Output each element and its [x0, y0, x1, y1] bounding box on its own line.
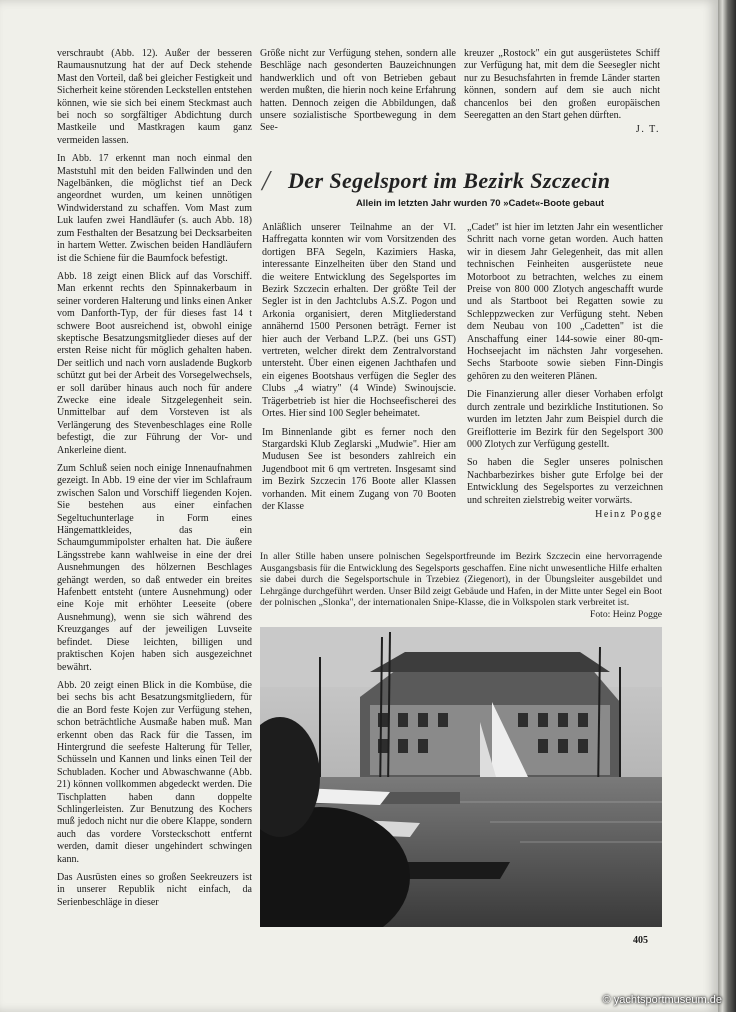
- paragraph: Die Finanzierung aller dieser Vorhaben erfolgt durch zentrale und bezirkliche Institutionen. So wurden im letzten Jahr zum Beispiel durch die Greiflotterie im Bezirk für den Segelsport 300 000 Zlotych zur Verfügung gestellt.: [467, 389, 663, 450]
- article-subtitle: Allein im letzten Jahr wurden 70 »Cadet«-Boote gebaut: [355, 198, 605, 209]
- paragraph: Das Ausrüsten eines so großen Seekreuzers ist in unserer Republik nicht einfach, da Serienbeschläge in dieser: [57, 872, 252, 908]
- paragraph: Abb. 18 zeigt einen Blick auf das Vorschiff. Man erkennt rechts den Spinnakerbaum in seiner vorderen Halterung und links einen Anker vom Danforth-Typ, der für dieses fast 14 t schwere Boot ausreichend ist, obwohl einige skeptische Besatzungsmitglieder dieses auf der ersten Reise nicht für möglich gehalten haben. Der seitlich und nach vorn ausladende Bugkorb schützt gut bei der Arbeit des Vorsegelwechsels, er soll darüber hinaus auch noch für andere Zwecke eine ideale Sitzgelegenheit sein. Unmittelbar auf dem Vorsteven ist als Verlängerung des Stevenbeschlages eine Rolle befestigt, die zur Führung der Vor- und Ankerleine dient.: [57, 270, 252, 456]
- paragraph: Abb. 20 zeigt einen Blick in die Kombüse, die bei sechs bis acht Besatzungsmitgliedern, für die an Bord feste Kojen zur Verfügung stehen, schon beträchtliche Ausmaße haben muß. Man erkennt oben das Rack für die Tassen, im Hintergrund die seefeste Halterung für Teller, Schüsseln und Kannen und links einen Teil der Schubladen. Kocher und Abwaschwanne (Abb. 21) können vollkommen abgedeckt werden. Die Tischplatten haben dann doppelte Schlingerleisten. Zur Benutzung des Kochers muß jedoch nicht nur die obere Klappe, sondern auch das vordere Vorsteckschott entfernt werden, damit dieser ungehindert schwingen kann.: [57, 679, 252, 865]
- article-signature: J. T.: [635, 124, 660, 136]
- paragraph: Größe nicht zur Verfügung stehen, sondern alle Beschläge nach gesonderten Bauzeichnungen handwerklich und oft von Betrieben gebaut werden mußten, die hierin noch keine Erfahrung hatten. Dennoch zeigen die Abbildungen, daß unsere sozialistische Sportbewegung in dem See-: [260, 48, 456, 134]
- caption-text: In aller Stille haben unsere polnischen Segelsportfreunde im Bezirk Szczecin eine hervorragende Ausgangsbasis für die Entwicklung des Segelsports geschaffen. Eine nicht unwesentliche Hilfe erhalten sie dabei durch die Segelsportschule in Trzebiez (Ziegenort), in der Übungsleiter ausgebildet und Lehrgänge durchgeführt werden. Unser Bild zeigt Gebäude und Hafen, in der Mitte unter Segel ein Boot der polnischen „Slonka", der internationalen Snipe-Klasse, die in Volkspolen stark verbreitet ist.: [260, 551, 662, 609]
- photo-credit: Foto: Heinz Pogge: [590, 608, 662, 620]
- paragraph: kreuzer „Rostock" ein gut ausgerüstetes Schiff zur Verfügung hat, mit dem die Seesegler nicht nur zu Besuchsfahrten in fremde Länder starten können, sondern auf dem sie auch nicht chancenlos bei den großen europäischen Seeregatten an den Start gehen dürften.: [464, 48, 660, 122]
- paragraph: Im Binnenlande gibt es ferner noch den Stargardski Klub Zeglarski „Mudwie". Hier am Mudusen See ist besonders zahlreich ein Jugendboot mit 6 qm vertreten. Insgesamt sind im Bezirk Szczecin 176 Boote aller Klassen vorhanden. Mit einem Zugang von 70 Booten der Klasse: [262, 426, 456, 512]
- decorative-slash-icon: /: [262, 166, 270, 197]
- middle-column-top: [260, 48, 456, 141]
- harbor-photo: [260, 627, 662, 927]
- article-column-2: [467, 222, 663, 521]
- page-number: 405: [633, 935, 648, 946]
- harbor-photo-image: [260, 627, 662, 927]
- paragraph: Anläßlich unserer Teilnahme an der VI. Haffregatta konnten wir vom Vorsitzenden des dortigen BFA Segeln, Kazimiers Haska, interessante Einzelheiten über den Stand und die weitere Entwicklung des Segelsportes im Bezirk Szczecin erhalten. Der größte Teil der Segler ist in den Jachtclubs A.S.Z. Pogon und Arkonia organisiert, deren Mitgliederstand annähernd 1500 Personen beträgt. Ferner ist hier auch der Verband L.P.Z. (bei uns GST) vertreten, welcher direkt dem Zentralvorstand untersteht. Über einen eigenen Jachthafen und ein eigenes Bootshaus verfügen die Segler des Clubs „4 wiatry" (4 Winde) Swinoujscie. Trägerbetrieb ist hier die Hochseefischerei des Ortes. Hier sind 100 Segler beheimatet.: [262, 222, 456, 420]
- paragraph: Zum Schluß seien noch einige Innenaufnahmen gezeigt. In Abb. 19 eine der vier im Schlafraum zwischen Salon und Vorschiff liegenden Kojen. Sie bestehen aus einer einfachen Segeltuchunterlage in Form eines Hängemattkleides, das ein Schaumgummipolster erhalten hat. Die äußere Längsstrebe kann wahlweise in eine der drei Ausnehmungen des hölzernen Beschlages gehängt werden, so daß entweder ein breites Hafenbett entsteht (untere Ausnehmung) oder eine Koje mit erhöhter Leeseite (obere Ausnehmung), wenn sie sich während des Kreuzganges auf der jeweiligen Luvseite befindet. Diese leichten, billigen und praktischen Kojen haben sich ausgezeichnet bewährt.: [57, 463, 252, 673]
- photo-caption: [260, 551, 662, 621]
- article-title: Der Segelsport im Bezirk Szczecin: [288, 168, 611, 193]
- page-binding-edge: [718, 0, 736, 1012]
- article-column-1: [262, 222, 456, 519]
- right-column-top: [464, 48, 660, 137]
- paragraph: verschraubt (Abb. 12). Außer der besseren Raumausnutzung hat der auf Deck stehende Mast den Vorteil, daß bei gleicher Festigkeit und Sicherheit keine störenden Leckstellen entstehen können, wie sie sich bei einem Steckmast auch bei noch so sorgfältiger Abdichtung durch Mastkeile und Mastkragen kaum ganz vermeiden lassen.: [57, 48, 252, 146]
- paragraph: So haben die Segler unseres polnischen Nachbarbezirkes bisher gute Erfolge bei der Entwicklung des Segelsportes zu verzeichnen und schreiten zielstrebig weiter vorwärts.: [467, 457, 663, 506]
- article-author: Heinz Pogge: [595, 508, 663, 520]
- paragraph: In Abb. 17 erkennt man noch einmal den Maststuhl mit den beiden Fallwinden und den Nagelbänken, die möglichst tief an Deck angeordnet wurden, um keinen unnötigen Windwiderstand zu schaffen. Vom Mast zum Luk laufen zwei Handläufer (s. auch Abb. 18) zum Festhalten der Besatzung bei Decksarbeiten in hartem Wetter. Zwischen beiden Handläufern ist die Schiene für die Baumfock befestigt.: [57, 153, 252, 264]
- article-heading: [262, 166, 662, 196]
- left-column: [57, 48, 252, 915]
- watermark: © yachtsportmuseum.de: [602, 994, 722, 1006]
- paragraph: „Cadet" ist hier im letzten Jahr ein wesentlicher Schritt nach vorne getan worden. Auch hatten wir in diesem Jahr Gelegenheit, das mit allen technischen Feinheiten ausgerüstete neue Motorboot zu betrachten, welches zu einem Preise von 800 000 Zlotych angeschafft wurde und als Startboot bei Regatten sowie zu Schleppzwecken zur Verfügung steht. Neben dem Neubau von 100 „Cadetten" ist die Anschaffung einer 144-sowie einer 80-qm-Hochseejacht im nächsten Jahr vorgesehen. Sechs Starboote sowie sieben Finn-Dingis gehören zu den weiteren Plänen.: [467, 222, 663, 382]
